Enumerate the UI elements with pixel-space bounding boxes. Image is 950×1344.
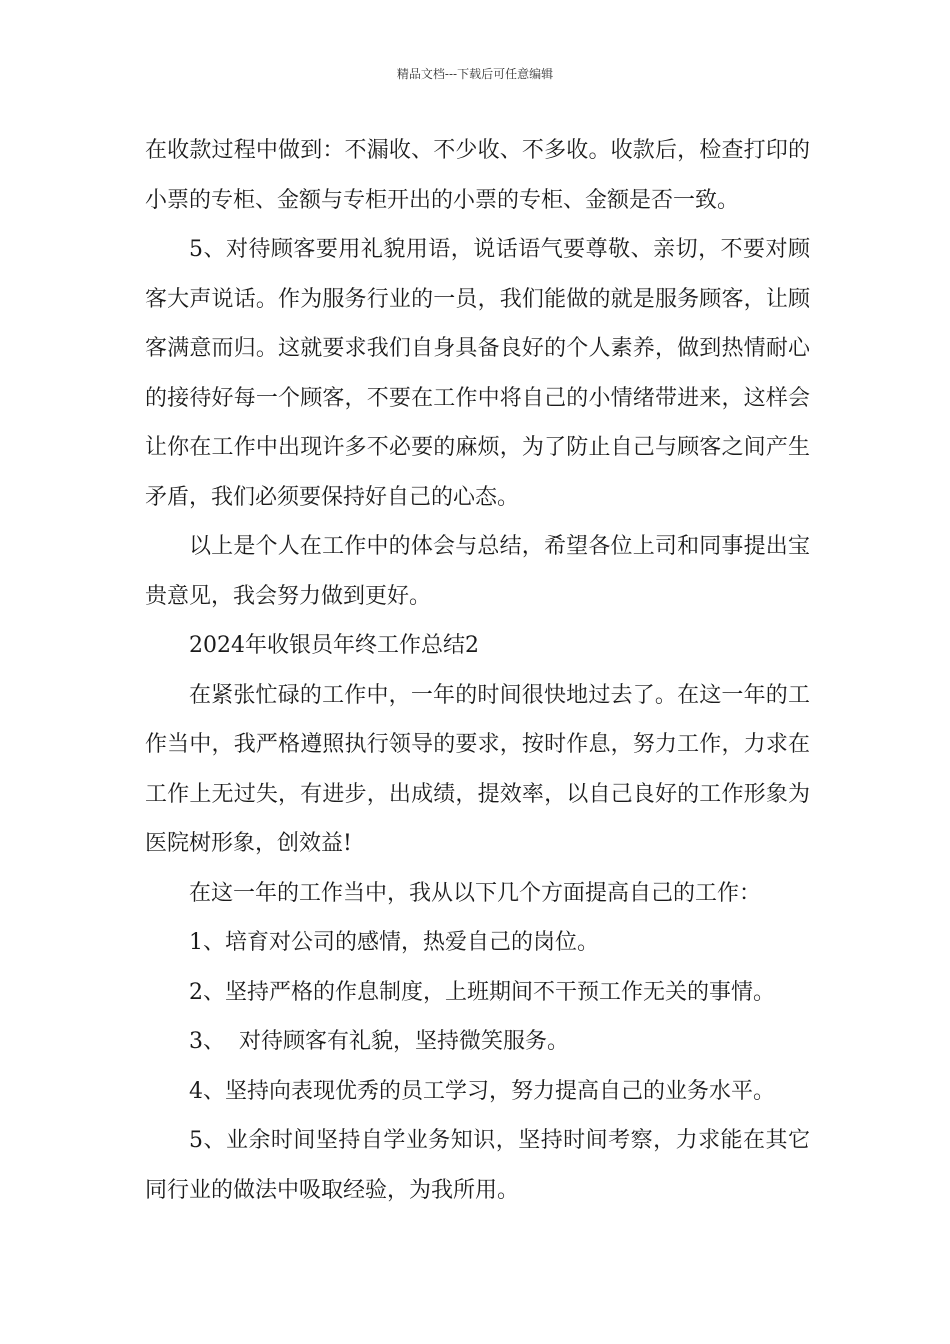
section-heading: 2024年收银员年终工作总结2 [189, 633, 479, 658]
list-item-4: 4、坚持向表现优秀的员工学习，努力提高自己的业务水平。 [189, 1078, 775, 1104]
list-item-2: 2、坚持严格的作息制度，上班期间不干预工作无关的事情。 [189, 979, 775, 1005]
paragraph-payment-check: 在收款过程中做到：不漏收、不少收、不多收。收款后，检查打印的小票的专柜、金额与专柜开出的小票的专柜、金额是否一致。 [145, 138, 810, 213]
list-item-3: 3、 对待顾客有礼貌，坚持微笑服务。 [189, 1029, 569, 1054]
paragraph-intro: 在紧张忙碌的工作中，一年的时间很快地过去了。在这一年的工作当中，我严格遵照执行领导的要求，按时作息，努力工作，力求在工作上无过失，有进步，出成绩，提效率，以自己良好的工作形象为医院树形象，创效益! [145, 682, 810, 856]
page-header: 精品文档---下载后可任意编辑 [396, 67, 554, 81]
paragraph-list-lead: 在这一年的工作当中，我从以下几个方面提高自己的工作： [189, 880, 762, 906]
list-item-5: 5、业余时间坚持自学业务知识，坚持时间考察，力求能在其它同行业的做法中吸取经验，为我所用。 [145, 1128, 810, 1203]
document-body [145, 126, 810, 1215]
list-item-1: 1、培育对公司的感情，热爱自己的岗位。 [189, 930, 599, 955]
paragraph-conclusion: 以上是个人在工作中的体会与总结，希望各位上司和同事提出宝贵意见，我会努力做到更好。 [145, 534, 810, 609]
paragraph-courtesy: 5、对待顾客要用礼貌用语，说话语气要尊敬、亲切，不要对顾客大声说话。作为服务行业的一员，我们能做的就是服务顾客，让顾客满意而归。这就要求我们自身具备良好的个人素养，做到热情耐心的接待好每一个顾客，不要在工作中将自己的小情绪带进来，这样会让你在工作中出现许多不必要的麻烦，为了防止自己与顾客之间产生矛盾，我们必须要保持好自己的心态。 [145, 237, 810, 510]
